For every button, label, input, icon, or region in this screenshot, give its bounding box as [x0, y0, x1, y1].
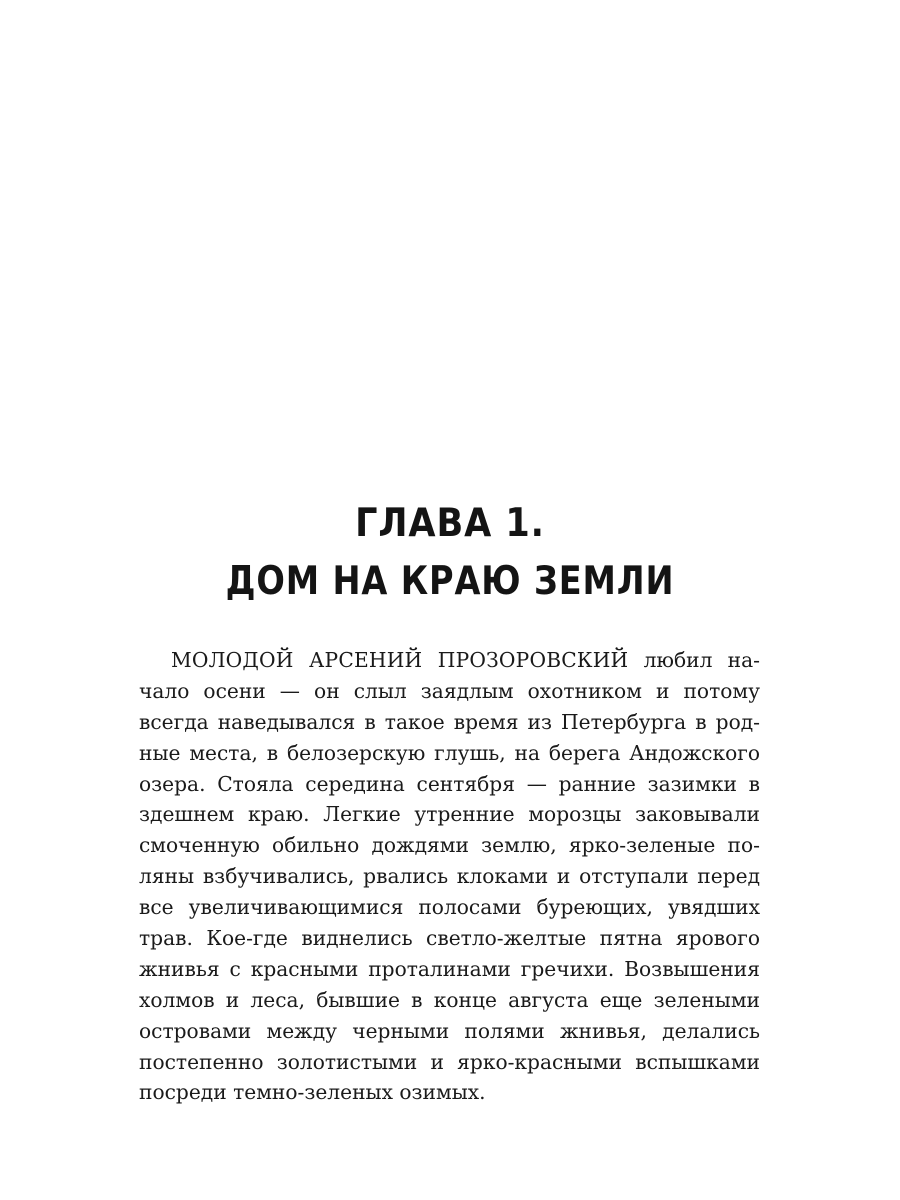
paragraph-line: трав. Кое-где виднелись светло-желтые пятна ярового: [139, 926, 760, 951]
paragraph-line: жнивья с красными проталинами гречихи. Возвышения: [139, 956, 760, 981]
paragraph-line: [139, 645, 760, 676]
chapter-title: ДОМ НА КРАЮ ЗЕМЛИ: [225, 559, 675, 604]
paragraph-line: ляны взбучивались, рвались клоками и отступали перед: [139, 864, 760, 889]
paragraph-line: холмов и леса, бывшие в конце августа еще зелеными: [139, 987, 760, 1012]
paragraph-line: озера. Стояла середина сентября — ранние зазимки в: [139, 771, 760, 796]
paragraph-line: ные места, в белозерскую глушь, на берега Андожского: [139, 740, 760, 765]
paragraph-line: островами между черными полями жнивья, делались: [139, 1018, 760, 1043]
chapter-paragraph: [139, 645, 760, 1108]
paragraph-line: здешнем краю. Легкие утренние морозцы заковывали: [139, 802, 760, 827]
paragraph-line-text: любил на-: [628, 648, 760, 672]
chapter-number: ГЛАВА 1.: [355, 501, 545, 546]
paragraph-line: всегда наведывался в такое время из Петербурга в род-: [139, 709, 760, 734]
lead-name: МОЛОДОЙ АРСЕНИЙ ПРОЗОРОВСКИЙ: [171, 648, 629, 672]
chapter-heading: [0, 495, 900, 611]
paragraph-line: постепенно золотистыми и ярко-красными вспышками: [139, 1049, 760, 1074]
paragraph-line: чало осени — он слыл заядлым охотником и потому: [139, 678, 760, 703]
paragraph-line: все увеличивающимися полосами буреющих, увядших: [139, 895, 760, 920]
paragraph-line: смоченную обильно дождями землю, ярко-зеленые по-: [139, 833, 760, 858]
paragraph-line: посреди темно-зеленых озимых.: [139, 1080, 486, 1105]
